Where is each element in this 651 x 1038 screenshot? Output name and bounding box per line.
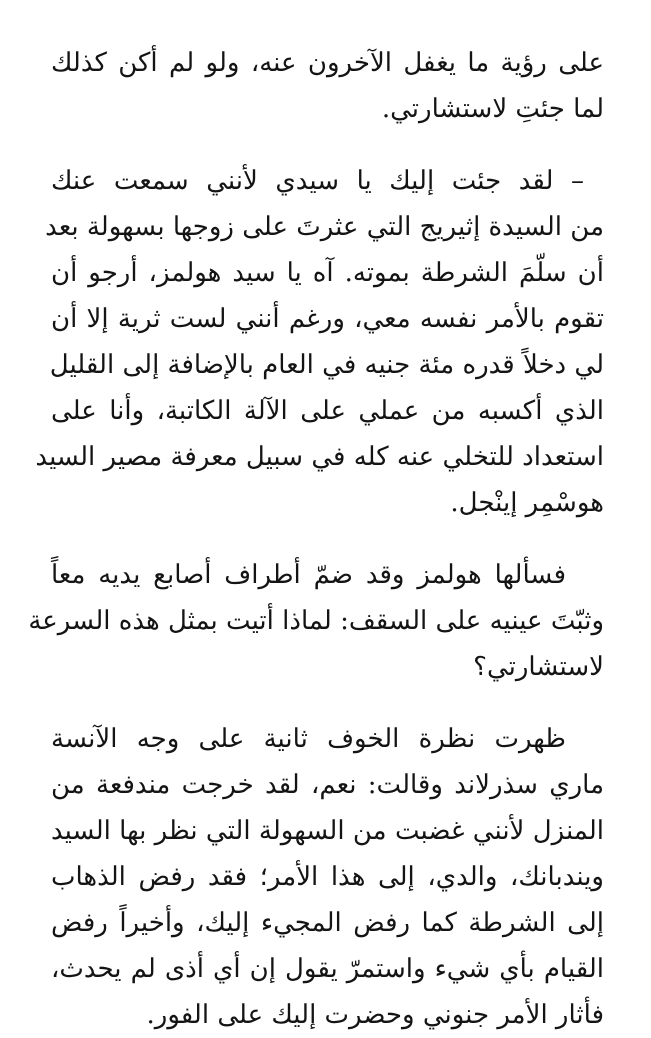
paragraph-1 [51,40,604,132]
text-line: ماري سذرلاند وقالت: نعم، لقد خرجت مندفعة من [51,770,604,800]
paragraph-4 [51,716,604,1038]
text-line: ظهرت نظرة الخوف ثانية على وجه الآنسة [51,724,566,754]
text-line: وثبّتَ عينيه على السقف: لماذا أتيت بمثل هذه السرعة [28,606,604,636]
text-line: إلى الشرطة كما رفض المجيء إليك، وأخيراً رفض [51,908,604,938]
text-line: من السيدة إثيريج التي عثرتَ على زوجها بسهولة بعد [45,212,604,242]
text-line: هوسْمِر إينْجل. [450,488,604,518]
text-line: ويندبانك، والدي، إلى هذا الأمر؛ فقد رفض الذهاب [51,862,604,892]
text-line: المنزل لأنني غضبت من السهولة التي نظر بها السيد [51,816,604,846]
text-line: تقوم بالأمر نفسه معي، ورغم أنني لست ثرية إلا أن [51,304,604,334]
text-line: لما جئتِ لاستشارتي. [381,94,604,124]
text-line: على رؤية ما يغفل الآخرون عنه، ولو لم أكن كذلك [51,48,604,78]
text-line: فسألها هولمز وقد ضمّ أطراف أصابع يديه معاً [51,560,566,590]
text-line: لاستشارتي؟ [473,652,604,682]
text-line: أن سلّمَ الشرطة بموته. آه يا سيد هولمز، أرجو أن [51,258,604,288]
text-line: فأثار الأمر جنوني وحضرت إليك على الفور. [146,1000,604,1030]
text-line: القيام بأي شيء واستمرّ يقول إن أي أذى لم يحدث، [51,954,604,984]
paragraph-2 [35,158,604,526]
paragraph-3 [28,552,604,690]
text-line: – لقد جئت إليك يا سيدي لأنني سمعت عنك [51,166,584,196]
text-line: لي دخلاً قدره مئة جنيه في العام بالإضافة إلى القليل [49,350,604,380]
text-line: استعداد للتخلي عنه كله في سبيل معرفة مصير السيد [35,442,604,472]
text-line: الذي أكسبه من عملي على الآلة الكاتبة، وأنا على [51,396,604,426]
